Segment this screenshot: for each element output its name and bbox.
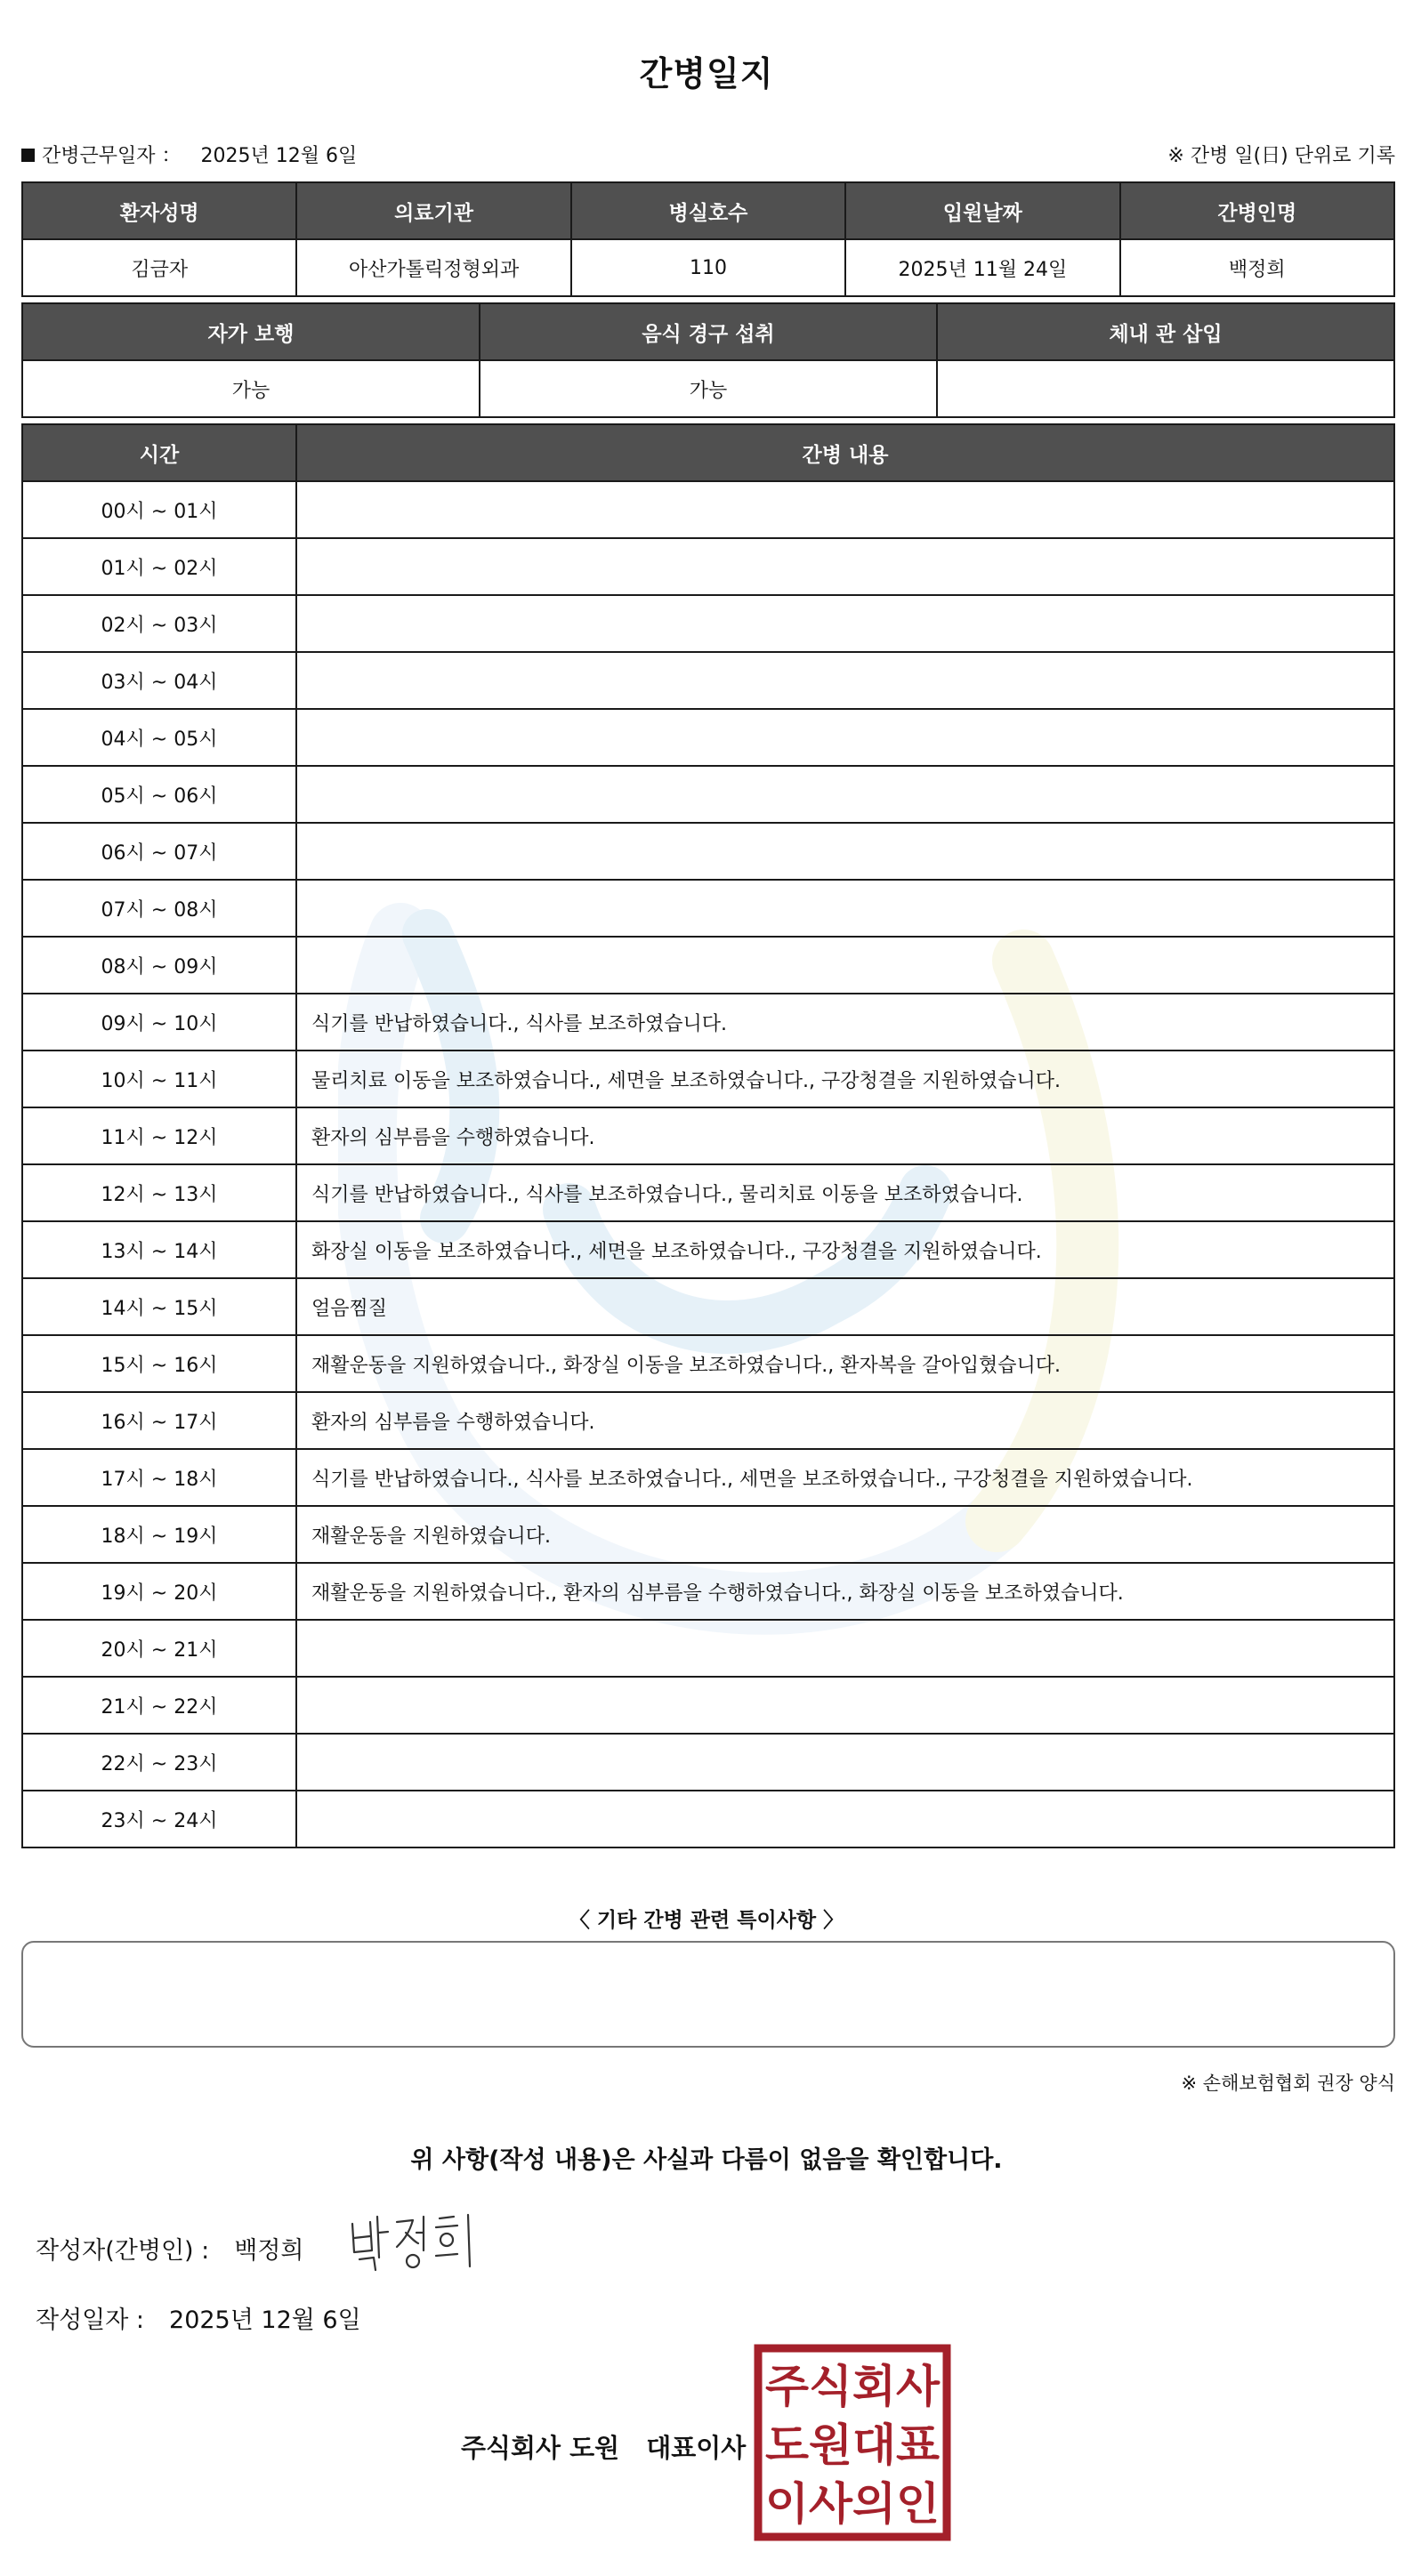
seal-text-line: 주식회사 (765, 2361, 941, 2412)
log-time-cell: 18시 ~ 19시 (22, 1506, 296, 1563)
seal-text-line: 이사의인 (765, 2478, 940, 2530)
log-time-cell: 05시 ~ 06시 (22, 766, 296, 823)
room-number-value: 110 (571, 239, 845, 296)
log-content-cell: 환자의 심부름을 수행하였습니다. (296, 1107, 1394, 1164)
square-bullet-icon (21, 149, 35, 162)
log-row (22, 880, 1394, 937)
self-walking-value: 가능 (22, 360, 480, 417)
log-time-cell: 08시 ~ 09시 (22, 937, 296, 994)
log-time-cell: 02시 ~ 03시 (22, 595, 296, 652)
log-content-cell (296, 766, 1394, 823)
oral-intake-value: 가능 (480, 360, 937, 417)
header-oral-intake: 음식 경구 섭취 (480, 303, 937, 360)
log-content-cell (296, 481, 1394, 538)
confirmation-statement: 위 사항(작성 내용)은 사실과 다름이 없음을 확인합니다. (410, 2146, 1003, 2174)
hourly-care-log-table (21, 423, 1395, 1848)
header-time: 시간 (22, 424, 296, 481)
write-date-row (36, 2300, 361, 2335)
log-row (22, 1107, 1394, 1164)
log-time-cell: 16시 ~ 17시 (22, 1392, 296, 1449)
log-row (22, 1335, 1394, 1392)
log-content-cell (296, 1620, 1394, 1677)
log-time-cell: 14시 ~ 15시 (22, 1278, 296, 1335)
log-content-cell: 화장실 이동을 보조하였습니다., 세면을 보조하였습니다., 구강청결을 지원하였습니다. (296, 1221, 1394, 1278)
header-caregiver-name: 간병인명 (1120, 182, 1394, 239)
work-date-value: 2025년 12월 6일 (200, 145, 358, 167)
log-time-cell: 17시 ~ 18시 (22, 1449, 296, 1506)
company-name: 주식회사 도원 (461, 2433, 620, 2463)
header-hospital: 의료기관 (296, 182, 570, 239)
log-content-cell: 식기를 반납하였습니다., 식사를 보조하였습니다., 물리치료 이동을 보조하였습니다. (296, 1164, 1394, 1221)
log-row (22, 1734, 1394, 1791)
log-time-cell: 15시 ~ 16시 (22, 1335, 296, 1392)
log-row (22, 709, 1394, 766)
log-row (22, 766, 1394, 823)
log-content-cell (296, 652, 1394, 709)
log-time-cell: 09시 ~ 10시 (22, 994, 296, 1051)
log-row (22, 1620, 1394, 1677)
log-content-cell (296, 709, 1394, 766)
document-title: 간병일지 (639, 54, 774, 93)
log-row (22, 1677, 1394, 1734)
writer-name: 백정희 (234, 2237, 304, 2265)
log-row (22, 538, 1394, 595)
log-time-cell: 06시 ~ 07시 (22, 823, 296, 880)
log-time-cell: 20시 ~ 21시 (22, 1620, 296, 1677)
log-content-cell: 식기를 반납하였습니다., 식사를 보조하였습니다. (296, 994, 1394, 1051)
log-time-cell: 23시 ~ 24시 (22, 1791, 296, 1847)
header-care-content: 간병 내용 (296, 424, 1394, 481)
log-time-cell: 12시 ~ 13시 (22, 1164, 296, 1221)
caregiver-name-value: 백정희 (1120, 239, 1394, 296)
header-admission-date: 입원날짜 (845, 182, 1119, 239)
seal-text-line: 도원대표 (765, 2419, 941, 2471)
hospital-value: 아산가톨릭정형외과 (296, 239, 570, 296)
log-time-cell: 07시 ~ 08시 (22, 880, 296, 937)
work-date-field (21, 141, 357, 168)
log-row (22, 1051, 1394, 1107)
recommended-form-note: ※ 손해보험협회 권장 양식 (1181, 2073, 1395, 2094)
log-row (22, 1506, 1394, 1563)
log-time-cell: 01시 ~ 02시 (22, 538, 296, 595)
patient-info-header-row (22, 182, 1394, 239)
log-row (22, 481, 1394, 538)
tube-insertion-value (937, 360, 1394, 417)
log-content-cell: 환자의 심부름을 수행하였습니다. (296, 1392, 1394, 1449)
log-time-cell: 22시 ~ 23시 (22, 1734, 296, 1791)
log-content-cell (296, 823, 1394, 880)
log-content-cell: 얼음찜질 (296, 1278, 1394, 1335)
unit-note: ※ 간병 일(日) 단위로 기록 (1167, 145, 1395, 167)
log-row (22, 1791, 1394, 1847)
company-seal-stamp (753, 2343, 952, 2542)
log-row (22, 1278, 1394, 1335)
patient-name-value: 김금자 (22, 239, 296, 296)
company-line (461, 2428, 746, 2465)
admission-date-value: 2025년 11월 24일 (845, 239, 1119, 296)
log-content-cell: 재활운동을 지원하였습니다. (296, 1506, 1394, 1563)
header-tube-insertion: 체내 관 삽입 (937, 303, 1394, 360)
log-content-cell (296, 1791, 1394, 1847)
log-content-cell: 재활운동을 지원하였습니다., 환자의 심부름을 수행하였습니다., 화장실 이동을 보조하였습니다. (296, 1563, 1394, 1620)
log-row (22, 1563, 1394, 1620)
status-value-row (22, 360, 1394, 417)
patient-info-table (21, 181, 1395, 297)
writer-label: 작성자(간병인) : (36, 2237, 210, 2265)
log-content-cell (296, 937, 1394, 994)
handwritten-signature (347, 2211, 480, 2274)
log-time-cell: 21시 ~ 22시 (22, 1677, 296, 1734)
header-room-number: 병실호수 (571, 182, 845, 239)
header-patient-name: 환자성명 (22, 182, 296, 239)
ceo-title: 대표이사 (646, 2433, 747, 2463)
log-content-cell (296, 595, 1394, 652)
writer-row (36, 2231, 304, 2266)
header-self-walking: 자가 보행 (22, 303, 480, 360)
log-time-cell: 11시 ~ 12시 (22, 1107, 296, 1164)
log-time-cell: 13시 ~ 14시 (22, 1221, 296, 1278)
log-row (22, 652, 1394, 709)
log-time-cell: 03시 ~ 04시 (22, 652, 296, 709)
patient-info-value-row (22, 239, 1394, 296)
log-content-cell: 재활운동을 지원하였습니다., 화장실 이동을 보조하였습니다., 환자복을 갈아입혔습니다. (296, 1335, 1394, 1392)
log-row (22, 595, 1394, 652)
log-content-cell (296, 1677, 1394, 1734)
log-row (22, 1164, 1394, 1221)
status-header-row (22, 303, 1394, 360)
log-time-cell: 04시 ~ 05시 (22, 709, 296, 766)
patient-status-table (21, 302, 1395, 418)
write-date-label: 작성일자 : (36, 2306, 145, 2334)
log-header-row (22, 424, 1394, 481)
log-row (22, 937, 1394, 994)
write-date-value: 2025년 12월 6일 (169, 2306, 361, 2334)
log-time-cell: 00시 ~ 01시 (22, 481, 296, 538)
log-content-cell: 물리치료 이동을 보조하였습니다., 세면을 보조하였습니다., 구강청결을 지원하였습니다. (296, 1051, 1394, 1107)
log-time-cell: 10시 ~ 11시 (22, 1051, 296, 1107)
log-rows (22, 481, 1394, 1847)
log-row (22, 1221, 1394, 1278)
log-content-cell (296, 538, 1394, 595)
special-notes-box (21, 1941, 1395, 2048)
log-time-cell: 19시 ~ 20시 (22, 1563, 296, 1620)
work-date-row (21, 141, 1395, 169)
log-row (22, 1392, 1394, 1449)
special-notes-title: 〈 기타 간병 관련 특이사항 〉 (569, 1909, 844, 1932)
log-content-cell (296, 1734, 1394, 1791)
log-row (22, 1449, 1394, 1506)
log-row (22, 823, 1394, 880)
log-content-cell: 식기를 반납하였습니다., 식사를 보조하였습니다., 세면을 보조하였습니다., 구강청결을 지원하였습니다. (296, 1449, 1394, 1506)
log-row (22, 994, 1394, 1051)
work-date-label: 간병근무일자 ： (42, 145, 182, 167)
log-content-cell (296, 880, 1394, 937)
